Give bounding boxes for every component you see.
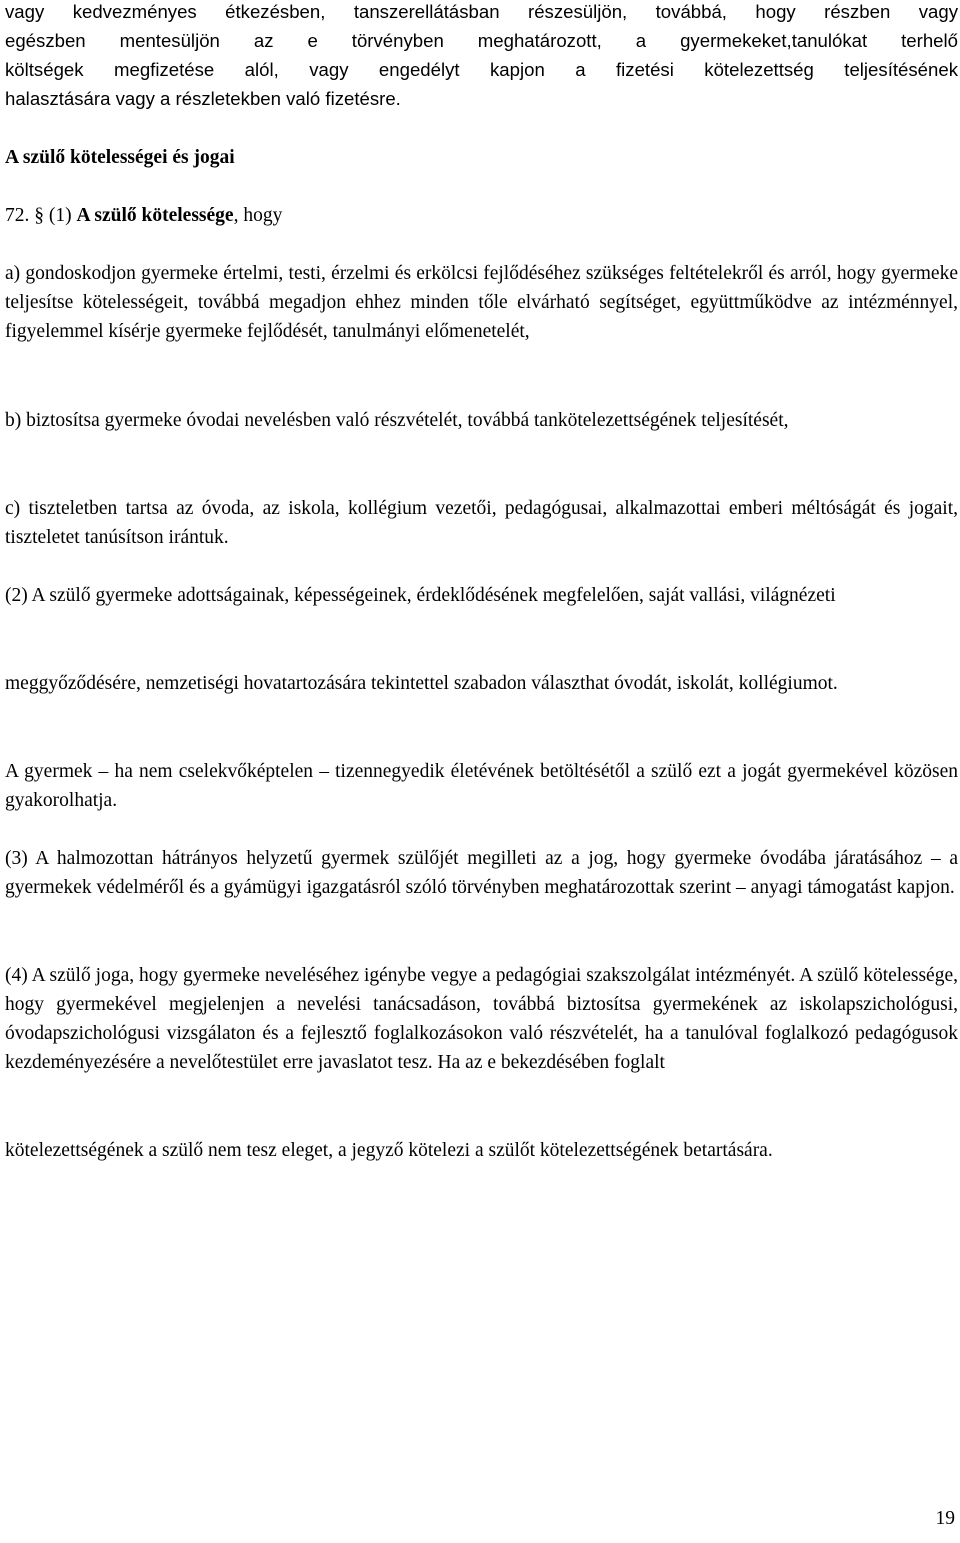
paragraph-4b: kötelezettségének a szülő nem tesz eleget, a jegyző kötelezi a szülőt kötelezettségének betartására.: [5, 1140, 773, 1161]
intro-line-3: költségek megfizetése alól, vagy engedélyt kapjon a fizetési kötelezettség teljesítésének: [5, 59, 958, 80]
section-bold-text: A szülő kötelessége: [76, 205, 234, 226]
section-number: 72. § (1): [5, 205, 72, 226]
paragraph-c: c) tiszteletben tartsa az óvoda, az iskola, kollégium vezetői, pedagógusai, alkalmazottai emberi méltóságát és jogait, tiszteletet tanúsítson irántuk.: [5, 498, 958, 548]
paragraph-2c: A gyermek – ha nem cselekvőképtelen – tizennegyedik életévének betöltésétől a szülő ezt a jogát gyermekével közösen gyakorolhatja.: [5, 761, 958, 811]
intro-line-4: halasztására vagy a részletekben való fizetésre.: [5, 88, 401, 109]
section-heading: A szülő kötelességei és jogai: [5, 147, 235, 168]
section-72-intro: [5, 201, 282, 230]
paragraph-4: (4) A szülő joga, hogy gyermeke neveléséhez igénybe vegye a pedagógiai szakszolgálat intézményét. A szülő kötelessége, hogy gyermekével megjelenjen a nevelési tanácsadáson, továbbá biztosítsa gyermekének az iskolapszichológusi, óvodapszichológusi vizsgálaton és a fejlesztő foglalkozásokon való részvételét, ha a tanulóval foglalkozó pedagógusok kezdeményezésére a nevelőtestület erre javaslatot tesz. Ha az e bekezdésében foglalt: [5, 965, 958, 1073]
section-rest-text: , hogy: [233, 205, 283, 226]
paragraph-2b: meggyőződésére, nemzetiségi hovatartozására tekintettel szabadon választhat óvodát, iskolát, kollégiumot.: [5, 673, 838, 694]
paragraph-a: a) gondoskodjon gyermeke értelmi, testi, érzelmi és erkölcsi fejlődéséhez szükséges feltételekről és arról, hogy gyermeke teljesítse kötelességeit, továbbá megadjon ehhez minden tőle elvárható segítséget, együttműködve az intézménnyel, figyelemmel kísérje gyermeke fejlődését, tanulmányi előmenetelét,: [5, 263, 958, 342]
page-number: 19: [935, 1508, 955, 1529]
intro-line-2: egészben mentesüljön az e törvényben meghatározott, a gyermekeket,tanulókat terhelő: [5, 30, 958, 51]
paragraph-3: (3) A halmozottan hátrányos helyzetű gyermek szülőjét megilleti az a jog, hogy gyermeke óvodába járatásához – a gyermekek védelméről és a gyámügyi igazgatásról szóló törvényben meghatározottak szerint – anyagi támogatást kapjon.: [5, 848, 958, 898]
intro-line-1: vagy kedvezményes étkezésben, tanszerellátásban részesüljön, továbbá, hogy részben vagy: [5, 1, 958, 22]
intro-paragraph: [5, 0, 958, 113]
paragraph-b: b) biztosítsa gyermeke óvodai nevelésben való részvételét, továbbá tankötelezettségének teljesítését,: [5, 410, 789, 431]
paragraph-2a: (2) A szülő gyermeke adottságainak, képességeinek, érdeklődésének megfelelően, saját vallási, világnézeti: [5, 585, 836, 606]
